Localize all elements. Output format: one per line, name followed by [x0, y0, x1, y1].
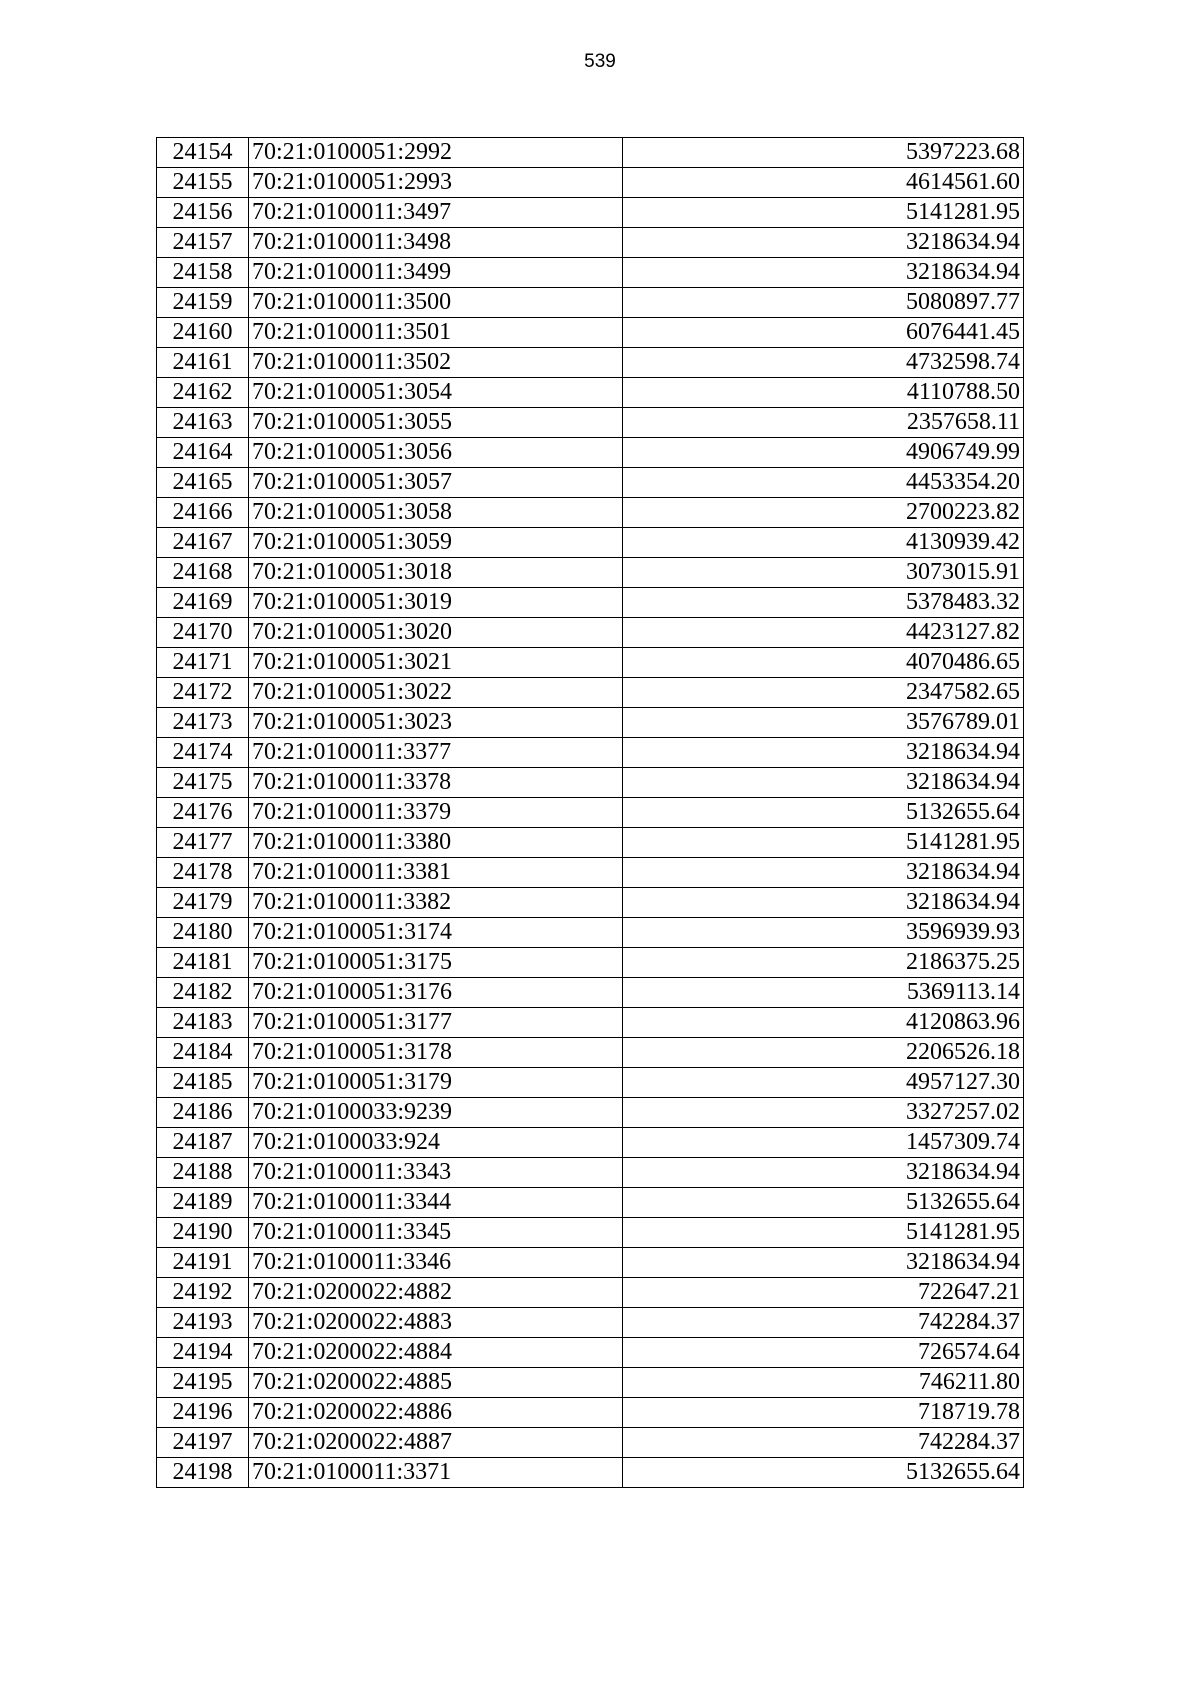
cadastral-number-cell: 70:21:0200022:4886	[249, 1398, 623, 1428]
table-row	[157, 498, 1024, 528]
cadastral-number-cell: 70:21:0100051:2992	[249, 138, 623, 168]
row-number-cell: 24174	[157, 738, 249, 768]
table-row	[157, 1038, 1024, 1068]
cadastral-value-cell: 742284.37	[623, 1308, 1024, 1338]
table-row	[157, 168, 1024, 198]
cadastral-number-cell: 70:21:0100011:3381	[249, 858, 623, 888]
cadastral-number-cell: 70:21:0100051:3055	[249, 408, 623, 438]
row-number-cell: 24173	[157, 708, 249, 738]
cadastral-value-cell: 3218634.94	[623, 1248, 1024, 1278]
table-row	[157, 1218, 1024, 1248]
table-row	[157, 858, 1024, 888]
table-row	[157, 1068, 1024, 1098]
table-row	[157, 948, 1024, 978]
row-number-cell: 24167	[157, 528, 249, 558]
row-number-cell: 24184	[157, 1038, 249, 1068]
cadastral-value-cell: 3596939.93	[623, 918, 1024, 948]
table-row	[157, 1278, 1024, 1308]
cadastral-value-cell: 5141281.95	[623, 198, 1024, 228]
cadastral-value-cell: 4957127.30	[623, 1068, 1024, 1098]
cadastral-number-cell: 70:21:0100011:3344	[249, 1188, 623, 1218]
table-row	[157, 1368, 1024, 1398]
row-number-cell: 24175	[157, 768, 249, 798]
row-number-cell: 24194	[157, 1338, 249, 1368]
row-number-cell: 24164	[157, 438, 249, 468]
table-row	[157, 768, 1024, 798]
cadastral-number-cell: 70:21:0100011:3377	[249, 738, 623, 768]
table-row	[157, 1248, 1024, 1278]
cadastral-number-cell: 70:21:0100051:3054	[249, 378, 623, 408]
cadastral-number-cell: 70:21:0100011:3500	[249, 288, 623, 318]
table-row	[157, 1128, 1024, 1158]
row-number-cell: 24193	[157, 1308, 249, 1338]
row-number-cell: 24171	[157, 648, 249, 678]
cadastral-value-cell: 5132655.64	[623, 1458, 1024, 1488]
row-number-cell: 24168	[157, 558, 249, 588]
cadastral-value-cell: 746211.80	[623, 1368, 1024, 1398]
table-row	[157, 558, 1024, 588]
cadastral-value-cell: 5132655.64	[623, 1188, 1024, 1218]
cadastral-value-cell: 5141281.95	[623, 1218, 1024, 1248]
row-number-cell: 24197	[157, 1428, 249, 1458]
table-row	[157, 738, 1024, 768]
cadastral-value-cell: 5132655.64	[623, 798, 1024, 828]
table-row	[157, 1098, 1024, 1128]
cadastral-number-cell: 70:21:0100011:3498	[249, 228, 623, 258]
cadastral-number-cell: 70:21:0100051:3174	[249, 918, 623, 948]
cadastral-value-cell: 5369113.14	[623, 978, 1024, 1008]
row-number-cell: 24172	[157, 678, 249, 708]
cadastral-number-cell: 70:21:0100051:3177	[249, 1008, 623, 1038]
cadastral-value-cell: 742284.37	[623, 1428, 1024, 1458]
table-row	[157, 438, 1024, 468]
cadastral-number-cell: 70:21:0100051:3058	[249, 498, 623, 528]
cadastral-number-cell: 70:21:0100011:3499	[249, 258, 623, 288]
row-number-cell: 24170	[157, 618, 249, 648]
cadastral-value-cell: 6076441.45	[623, 318, 1024, 348]
row-number-cell: 24177	[157, 828, 249, 858]
table-row	[157, 588, 1024, 618]
table-row	[157, 1158, 1024, 1188]
row-number-cell: 24188	[157, 1158, 249, 1188]
cadastral-number-cell: 70:21:0100011:3501	[249, 318, 623, 348]
table-row	[157, 198, 1024, 228]
cadastral-number-cell: 70:21:0100051:3018	[249, 558, 623, 588]
cadastral-number-cell: 70:21:0100011:3379	[249, 798, 623, 828]
cadastral-number-cell: 70:21:0100051:3057	[249, 468, 623, 498]
table-body	[157, 138, 1024, 1488]
table-row	[157, 888, 1024, 918]
row-number-cell: 24187	[157, 1128, 249, 1158]
row-number-cell: 24169	[157, 588, 249, 618]
table-row	[157, 408, 1024, 438]
row-number-cell: 24186	[157, 1098, 249, 1128]
cadastral-value-cell: 4110788.50	[623, 378, 1024, 408]
row-number-cell: 24185	[157, 1068, 249, 1098]
cadastral-value-cell: 4070486.65	[623, 648, 1024, 678]
cadastral-value-cell: 3218634.94	[623, 768, 1024, 798]
cadastral-value-cell: 3218634.94	[623, 888, 1024, 918]
cadastral-value-cell: 4120863.96	[623, 1008, 1024, 1038]
cadastral-value-cell: 2357658.11	[623, 408, 1024, 438]
table-row	[157, 648, 1024, 678]
cadastral-value-cell: 5080897.77	[623, 288, 1024, 318]
row-number-cell: 24196	[157, 1398, 249, 1428]
table-row	[157, 228, 1024, 258]
cadastral-number-cell: 70:21:0100051:3179	[249, 1068, 623, 1098]
cadastral-number-cell: 70:21:0100051:3178	[249, 1038, 623, 1068]
cadastral-value-cell: 726574.64	[623, 1338, 1024, 1368]
row-number-cell: 24158	[157, 258, 249, 288]
cadastral-value-cell: 2700223.82	[623, 498, 1024, 528]
table-row	[157, 798, 1024, 828]
table-row	[157, 1428, 1024, 1458]
cadastral-value-cell: 3218634.94	[623, 1158, 1024, 1188]
table-row	[157, 1308, 1024, 1338]
row-number-cell: 24162	[157, 378, 249, 408]
cadastral-number-cell: 70:21:0100011:3502	[249, 348, 623, 378]
cadastral-value-cell: 4453354.20	[623, 468, 1024, 498]
cadastral-value-cell: 4732598.74	[623, 348, 1024, 378]
cadastral-value-cell: 3327257.02	[623, 1098, 1024, 1128]
table-row	[157, 318, 1024, 348]
cadastral-number-cell: 70:21:0100051:3020	[249, 618, 623, 648]
cadastral-number-cell: 70:21:0200022:4887	[249, 1428, 623, 1458]
table-row	[157, 1008, 1024, 1038]
row-number-cell: 24182	[157, 978, 249, 1008]
cadastral-number-cell: 70:21:0100011:3346	[249, 1248, 623, 1278]
row-number-cell: 24156	[157, 198, 249, 228]
cadastral-value-cell: 3218634.94	[623, 858, 1024, 888]
cadastral-value-cell: 5397223.68	[623, 138, 1024, 168]
cadastral-number-cell: 70:21:0100011:3497	[249, 198, 623, 228]
cadastral-number-cell: 70:21:0100011:3371	[249, 1458, 623, 1488]
row-number-cell: 24159	[157, 288, 249, 318]
table-row	[157, 708, 1024, 738]
table-row	[157, 348, 1024, 378]
row-number-cell: 24163	[157, 408, 249, 438]
table-row	[157, 138, 1024, 168]
row-number-cell: 24157	[157, 228, 249, 258]
cadastral-number-cell: 70:21:0200022:4882	[249, 1278, 623, 1308]
cadastral-number-cell: 70:21:0100033:924	[249, 1128, 623, 1158]
cadastral-value-table	[156, 137, 1024, 1488]
cadastral-value-cell: 3218634.94	[623, 738, 1024, 768]
cadastral-number-cell: 70:21:0100051:3019	[249, 588, 623, 618]
cadastral-value-cell: 2206526.18	[623, 1038, 1024, 1068]
row-number-cell: 24181	[157, 948, 249, 978]
row-number-cell: 24161	[157, 348, 249, 378]
cadastral-number-cell: 70:21:0100011:3345	[249, 1218, 623, 1248]
table-row	[157, 468, 1024, 498]
cadastral-value-cell: 4423127.82	[623, 618, 1024, 648]
cadastral-number-cell: 70:21:0100011:3378	[249, 768, 623, 798]
table-row	[157, 918, 1024, 948]
cadastral-value-cell: 4906749.99	[623, 438, 1024, 468]
cadastral-number-cell: 70:21:0100051:3056	[249, 438, 623, 468]
cadastral-number-cell: 70:21:0100051:3176	[249, 978, 623, 1008]
row-number-cell: 24160	[157, 318, 249, 348]
table-row	[157, 378, 1024, 408]
cadastral-value-cell: 5378483.32	[623, 588, 1024, 618]
table-row	[157, 1458, 1024, 1488]
cadastral-number-cell: 70:21:0200022:4883	[249, 1308, 623, 1338]
row-number-cell: 24198	[157, 1458, 249, 1488]
row-number-cell: 24178	[157, 858, 249, 888]
cadastral-number-cell: 70:21:0200022:4884	[249, 1338, 623, 1368]
row-number-cell: 24191	[157, 1248, 249, 1278]
row-number-cell: 24154	[157, 138, 249, 168]
row-number-cell: 24166	[157, 498, 249, 528]
cadastral-number-cell: 70:21:0100051:3023	[249, 708, 623, 738]
cadastral-value-cell: 4614561.60	[623, 168, 1024, 198]
table-row	[157, 1188, 1024, 1218]
cadastral-number-cell: 70:21:0100011:3382	[249, 888, 623, 918]
cadastral-value-cell: 2186375.25	[623, 948, 1024, 978]
cadastral-number-cell: 70:21:0100051:3059	[249, 528, 623, 558]
table-row	[157, 1338, 1024, 1368]
row-number-cell: 24192	[157, 1278, 249, 1308]
cadastral-number-cell: 70:21:0100033:9239	[249, 1098, 623, 1128]
row-number-cell: 24155	[157, 168, 249, 198]
cadastral-value-cell: 5141281.95	[623, 828, 1024, 858]
cadastral-value-cell: 718719.78	[623, 1398, 1024, 1428]
row-number-cell: 24183	[157, 1008, 249, 1038]
table-row	[157, 828, 1024, 858]
cadastral-number-cell: 70:21:0100051:3022	[249, 678, 623, 708]
cadastral-number-cell: 70:21:0100051:2993	[249, 168, 623, 198]
cadastral-number-cell: 70:21:0100011:3343	[249, 1158, 623, 1188]
cadastral-value-cell: 3218634.94	[623, 258, 1024, 288]
table-row	[157, 618, 1024, 648]
table-row	[157, 528, 1024, 558]
table-row	[157, 1398, 1024, 1428]
row-number-cell: 24180	[157, 918, 249, 948]
row-number-cell: 24165	[157, 468, 249, 498]
row-number-cell: 24179	[157, 888, 249, 918]
page-number: 539	[584, 51, 616, 72]
cadastral-value-cell: 1457309.74	[623, 1128, 1024, 1158]
table-row	[157, 678, 1024, 708]
table-row	[157, 978, 1024, 1008]
row-number-cell: 24195	[157, 1368, 249, 1398]
cadastral-number-cell: 70:21:0100011:3380	[249, 828, 623, 858]
cadastral-number-cell: 70:21:0100051:3175	[249, 948, 623, 978]
cadastral-number-cell: 70:21:0100051:3021	[249, 648, 623, 678]
cadastral-value-cell: 3576789.01	[623, 708, 1024, 738]
row-number-cell: 24189	[157, 1188, 249, 1218]
cadastral-number-cell: 70:21:0200022:4885	[249, 1368, 623, 1398]
cadastral-value-cell: 4130939.42	[623, 528, 1024, 558]
table-row	[157, 288, 1024, 318]
cadastral-value-cell: 722647.21	[623, 1278, 1024, 1308]
row-number-cell: 24190	[157, 1218, 249, 1248]
row-number-cell: 24176	[157, 798, 249, 828]
cadastral-value-cell: 3218634.94	[623, 228, 1024, 258]
cadastral-value-cell: 3073015.91	[623, 558, 1024, 588]
table-row	[157, 258, 1024, 288]
cadastral-value-cell: 2347582.65	[623, 678, 1024, 708]
